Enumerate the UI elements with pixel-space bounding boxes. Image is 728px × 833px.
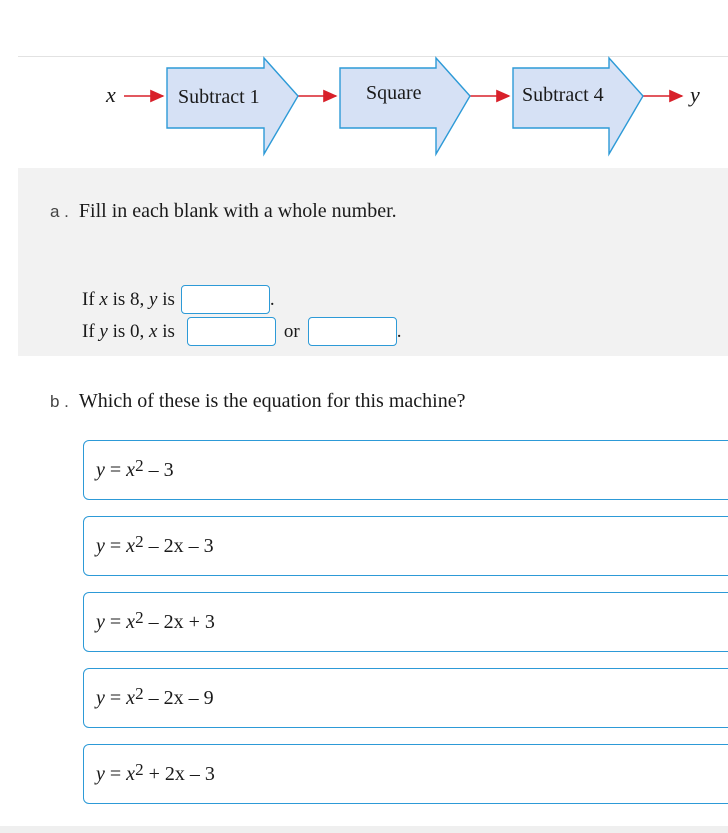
function-machine-diagram bbox=[0, 56, 728, 166]
line2-mid: is 0, bbox=[112, 320, 145, 342]
part-a-heading bbox=[50, 200, 397, 223]
option-5-equals: = bbox=[104, 762, 127, 785]
option-2-base: x bbox=[126, 534, 136, 557]
option-4-base: x bbox=[126, 686, 136, 709]
input-variable-x: x bbox=[106, 82, 116, 107]
option-3-rest: – 2x + 3 bbox=[143, 610, 215, 633]
option-1-base: x bbox=[126, 458, 136, 481]
machine-arrows-svg bbox=[0, 56, 728, 166]
option-1-exponent: 2 bbox=[135, 456, 144, 475]
option-5-choice[interactable] bbox=[83, 744, 728, 804]
part-b-heading bbox=[50, 390, 465, 413]
option-5-lhs: y bbox=[96, 762, 105, 785]
option-2-rest: – 2x – 3 bbox=[143, 534, 214, 557]
answer-blank-x-second[interactable] bbox=[308, 317, 397, 346]
line1-var-y: y bbox=[149, 288, 158, 310]
part-a-prompt: Fill in each blank with a whole number. bbox=[78, 200, 397, 222]
part-a-line-2 bbox=[82, 317, 401, 346]
step-2-label: Square bbox=[366, 82, 422, 104]
part-b-letter: b . bbox=[50, 392, 69, 411]
option-5-base: x bbox=[126, 762, 136, 785]
line1-period: . bbox=[269, 288, 275, 310]
line2-period: . bbox=[396, 320, 402, 342]
answer-blank-x-first[interactable] bbox=[187, 317, 276, 346]
line2-or: or bbox=[283, 320, 300, 342]
part-b-prompt: Which of these is the equation for this machine? bbox=[78, 390, 466, 412]
option-2-equals: = bbox=[104, 534, 127, 557]
option-5-exponent: 2 bbox=[135, 760, 144, 779]
option-3-lhs: y bbox=[96, 610, 105, 633]
option-1-choice[interactable] bbox=[83, 440, 728, 500]
part-a-letter: a . bbox=[50, 202, 69, 221]
option-5-rest: + 2x – 3 bbox=[143, 762, 215, 785]
bottom-divider bbox=[0, 826, 728, 833]
option-4-rest: – 2x – 9 bbox=[143, 686, 214, 709]
option-3-choice[interactable] bbox=[83, 592, 728, 652]
option-2-choice[interactable] bbox=[83, 516, 728, 576]
part-a-panel bbox=[18, 168, 728, 356]
option-3-exponent: 2 bbox=[135, 608, 144, 627]
part-a-line-1 bbox=[82, 285, 275, 314]
option-1-lhs: y bbox=[96, 458, 105, 481]
line2-var-y: y bbox=[99, 320, 108, 342]
line1-is: is bbox=[162, 288, 175, 310]
option-4-choice[interactable] bbox=[83, 668, 728, 728]
option-4-equals: = bbox=[104, 686, 127, 709]
line2-is: is bbox=[162, 320, 175, 342]
line1-var-x: x bbox=[99, 288, 108, 310]
step-2-block-arrow bbox=[340, 58, 470, 154]
line1-if: If bbox=[82, 288, 95, 310]
line2-if: If bbox=[82, 320, 95, 342]
option-4-exponent: 2 bbox=[135, 684, 144, 703]
line2-var-x: x bbox=[149, 320, 158, 342]
option-3-equals: = bbox=[104, 610, 127, 633]
option-1-equals: = bbox=[104, 458, 127, 481]
answer-blank-y-when-x-8[interactable] bbox=[181, 285, 270, 314]
step-1-label: Subtract 1 bbox=[178, 86, 260, 108]
option-2-exponent: 2 bbox=[135, 532, 144, 551]
option-2-lhs: y bbox=[96, 534, 105, 557]
output-variable-y: y bbox=[690, 82, 700, 107]
option-3-base: x bbox=[126, 610, 136, 633]
line1-mid: is 8, bbox=[112, 288, 145, 310]
step-3-label: Subtract 4 bbox=[522, 84, 604, 106]
option-4-lhs: y bbox=[96, 686, 105, 709]
option-1-rest: – 3 bbox=[143, 458, 174, 481]
